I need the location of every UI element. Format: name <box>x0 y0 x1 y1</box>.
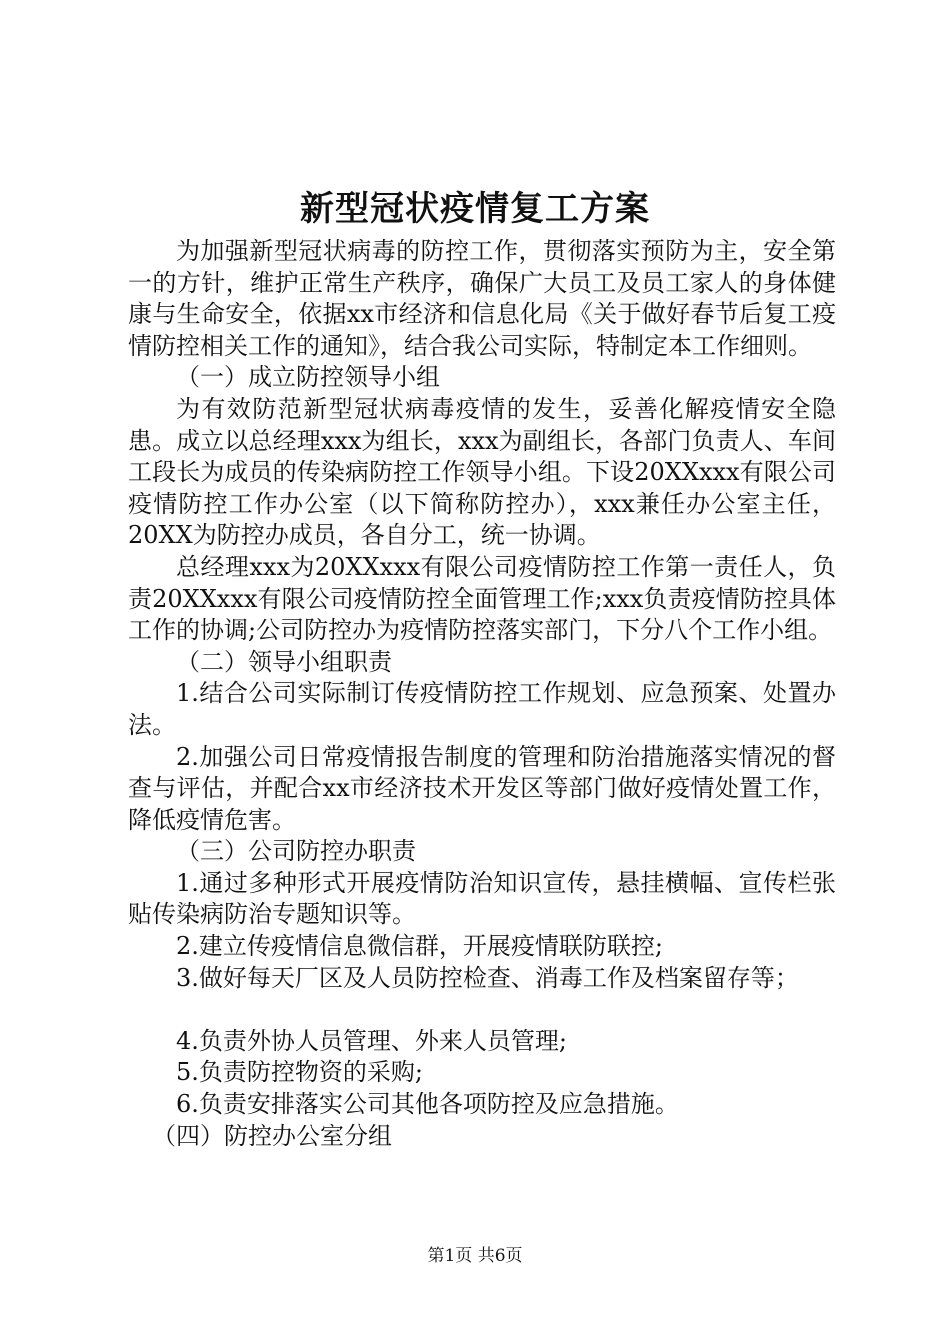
section-3-item: 6.负责安排落实公司其他各项防控及应急措施。 <box>176 1090 679 1119</box>
section-1-paragraph-2: 总经理xxx为20XXxxx有限公司疫情防控工作第一责任人，负责20XXxxx有限公司疫情防控全面管理工作;xxx负责疫情防控具体工作的协调;公司防控办为疫情防控落实部门，下分八个工作小组。 <box>128 552 836 645</box>
section-3-item: 3.做好每天厂区及人员防控检查、消毒工作及档案留存等； <box>176 963 799 992</box>
document-title: 新型冠状疫情复工方案 <box>300 189 650 229</box>
section-2-item: 1.结合公司实际制订传疫情防控工作规划、应急预案、处置办法。 <box>128 679 836 739</box>
section-3-item: 2.建立传疫情信息微信群，开展疫情联防联控; <box>176 932 663 961</box>
section-heading-4: （四）防控办公室分组 <box>152 1121 392 1150</box>
document-body <box>128 236 836 1152</box>
intro-paragraph: 为加强新型冠状病毒的防控工作，贯彻落实预防为主，安全第一的方针，维护正常生产秩序，确保广大员工及员工家人的身体健康与生命安全，依据xx市经济和信息化局《关于做好春节后复工疫情防控相关工作的通知》，结合我公司实际，特制定本工作细则。 <box>128 237 836 360</box>
section-heading-3: （三）公司防控办职责 <box>176 837 416 866</box>
section-3-item: 1.通过多种形式开展疫情防治知识宣传，悬挂横幅、宣传栏张贴传染病防治专题知识等。 <box>128 868 836 929</box>
section-heading-1: （一）成立防控领导小组 <box>176 363 440 392</box>
page-footer: 第1页 共6页 <box>427 1246 523 1266</box>
section-3-item: 5.负责防控物资的采购; <box>176 1058 423 1087</box>
section-3-item: 4.负责外协人员管理、外来人员管理; <box>176 1026 567 1055</box>
section-1-paragraph-1: 为有效防范新型冠状病毒疫情的发生，妥善化解疫情安全隐患。成立以总经理xxx为组长，xxx为副组长，各部门负责人、车间工段长为成员的传染病防控工作领导小组。下设20XXxxx有限公司疫情防控工作办公室（以下简称防控办），xxx兼任办公室主任，20XX为防控办成员，各自分工，统一协调。 <box>128 394 836 550</box>
blank-line <box>128 994 836 1026</box>
section-2-item: 2.加强公司日常疫情报告制度的管理和防治措施落实情况的督查与评估，并配合xx市经济技术开发区等部门做好疫情处置工作，降低疫情危害。 <box>128 742 836 834</box>
section-heading-2: （二）领导小组职责 <box>176 647 392 676</box>
